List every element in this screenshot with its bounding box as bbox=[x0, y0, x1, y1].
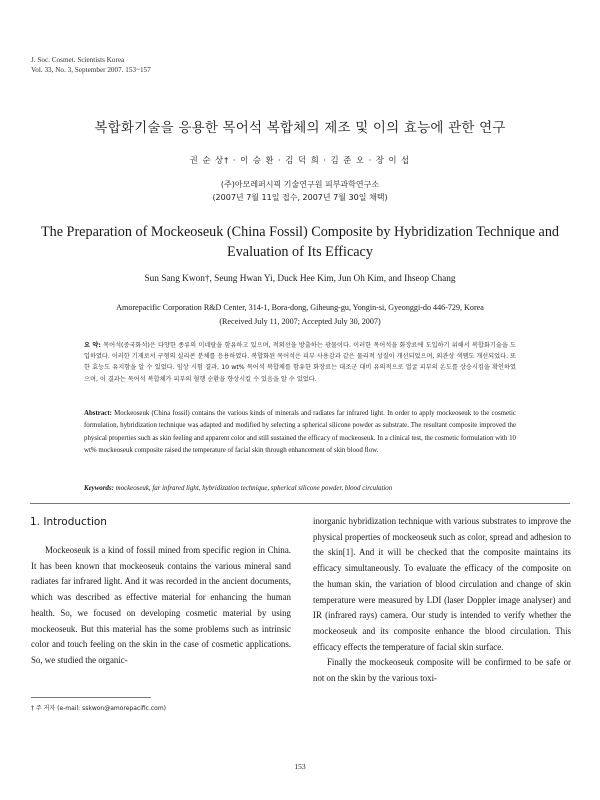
intro-paragraph-2: Finally the mockeoseuk composite will be confirmed to be safe or not on the skin by the various toxi- bbox=[313, 657, 571, 684]
right-column bbox=[313, 514, 571, 687]
korean-authors: 권 순 상† · 이 승 환 · 김 덕 희 · 김 준 오 · 장 이 섭 bbox=[189, 155, 411, 165]
english-affiliation: Amorepacific Corporation R&D Center, 314-1, Bora-dong, Giheung-gu, Yongin-si, Gyeonggi-do 446-729, Korea bbox=[116, 303, 484, 312]
section-heading-introduction: 1. Introduction bbox=[30, 516, 107, 528]
keywords-text: mockeoseuk, far infrared light, hybridization technique, spherical silicone powder, blood circulation bbox=[115, 485, 393, 492]
intro-paragraph-1: Mockeoseuk is a kind of fossil mined from specific region in China. It has been known that mockeoseuk contains the various mineral sand radiates far infrared light. And it was recorded in the ancient documents, which was described as effective material for enhancing the human health. So, we focused on developing cosmetic material by using mockeoseuk. But this material has the some problems such as intrinsic color and touch feeling on the skin in the case of cosmetic applications. So, we studied the organic- bbox=[31, 545, 291, 665]
english-title: The Preparation of Mockeoseuk (China Fossil) Composite by Hybridization Technique and Evaluation of Its Efficacy bbox=[40, 224, 560, 260]
english-dates: (Received July 11, 2007; Accepted July 30, 2007) bbox=[219, 316, 381, 326]
journal-volume: Vol. 33, No. 3, September 2007. 153~157 bbox=[31, 65, 151, 74]
keywords-label: Keywords: bbox=[84, 485, 114, 492]
footnote-rule bbox=[31, 697, 151, 698]
keywords bbox=[84, 485, 516, 492]
english-abstract bbox=[84, 408, 516, 457]
left-column bbox=[31, 543, 291, 669]
journal-name: J. Soc. Cosmet. Scientists Korea bbox=[31, 56, 125, 64]
english-abstract-text: Mockeoseuk (China fossil) contains the various kinds of minerals and radiates far infrared light. In order to apply mockeoseuk to the cosmetic formulation, hybridization technique was adapted and modified by selecting a spherical silicone powder as substrate. The resultant composite improved the physical properties such as skin feeling and apparent color and still sustained the efficacy of mockeoseuk. In a clinical test, the cosmetic formulation with 10 wt% mockeoseuk composite raised the temperature of facial skin through enhancement of skin blood flow. bbox=[84, 410, 516, 454]
korean-abstract-label: 요 약: bbox=[84, 342, 101, 349]
korean-affiliation-block bbox=[0, 178, 600, 204]
author-footnote: † 주 저자 (e-mail: sskwon@amorepacific.com) bbox=[31, 705, 167, 712]
section-divider bbox=[30, 503, 570, 504]
english-authors: Sun Sang Kwon†, Seung Hwan Yi, Duck Hee Kim, Jun Oh Kim, and Ihseop Chang bbox=[144, 274, 456, 284]
intro-paragraph-1-continued: inorganic hybridization technique with various substrates to improve the physical properties of mockeoseuk such as color, spread and adhesion to the skin[1]. And it will be checked that the composite maintains its efficacy simultaneously. To evaluate the efficacy of the composite on the human skin, the variation of blood circulation and change of skin temperature were measured by LDI (laser Doppler image analyser) and IR (infrared rays) camera. Our study is intended to verify whether the mockeoseuk and its composite enhance the blood circulation. This efficacy effects the temperature of facial skin surface. bbox=[313, 516, 571, 652]
korean-abstract-text: 목어석(중국화석)은 다양한 종류의 미네랄을 함유하고 있으며, 적외선을 방출하는 광물이다. 이러한 목어석을 화장료에 도입하기 위해서 복합화기술을 도입하였다. 이러한 기재로서 구형의 실리콘 분체를 응용하였다. 복합화된 목어석은 피부 사용감과 같은 물리적 성질이 개선되었으며, 외관상 색쨈도 개선되었다. 또한 효능도 유지함을 알 수 있었다. 임상 시험 결과, 10 wt% 목어석 복합체를 함유한 화장료는 대조군 대비 유의적으로 얼굴 피부의 온도를 상승시킴을 확인하였으며, 이 결과는 목어석 복합체가 피부의 혈행 순환을 향상시킬 수 있음을 알 수 있었다. bbox=[84, 342, 517, 383]
korean-affiliation: (주)아모레퍼시픽 기술연구원 피부과학연구소 bbox=[220, 180, 380, 189]
journal-header bbox=[31, 56, 151, 75]
korean-title: 복합화기술을 응용한 목어석 복합체의 제조 및 이의 효능에 관한 연구 bbox=[94, 120, 506, 136]
english-abstract-label: Abstract: bbox=[84, 410, 112, 417]
english-affiliation-block bbox=[0, 301, 600, 328]
korean-abstract bbox=[84, 340, 516, 385]
korean-dates: (2007년 7월 11일 접수, 2007년 7월 30일 채택) bbox=[212, 193, 388, 202]
page-number: 153 bbox=[294, 762, 306, 771]
